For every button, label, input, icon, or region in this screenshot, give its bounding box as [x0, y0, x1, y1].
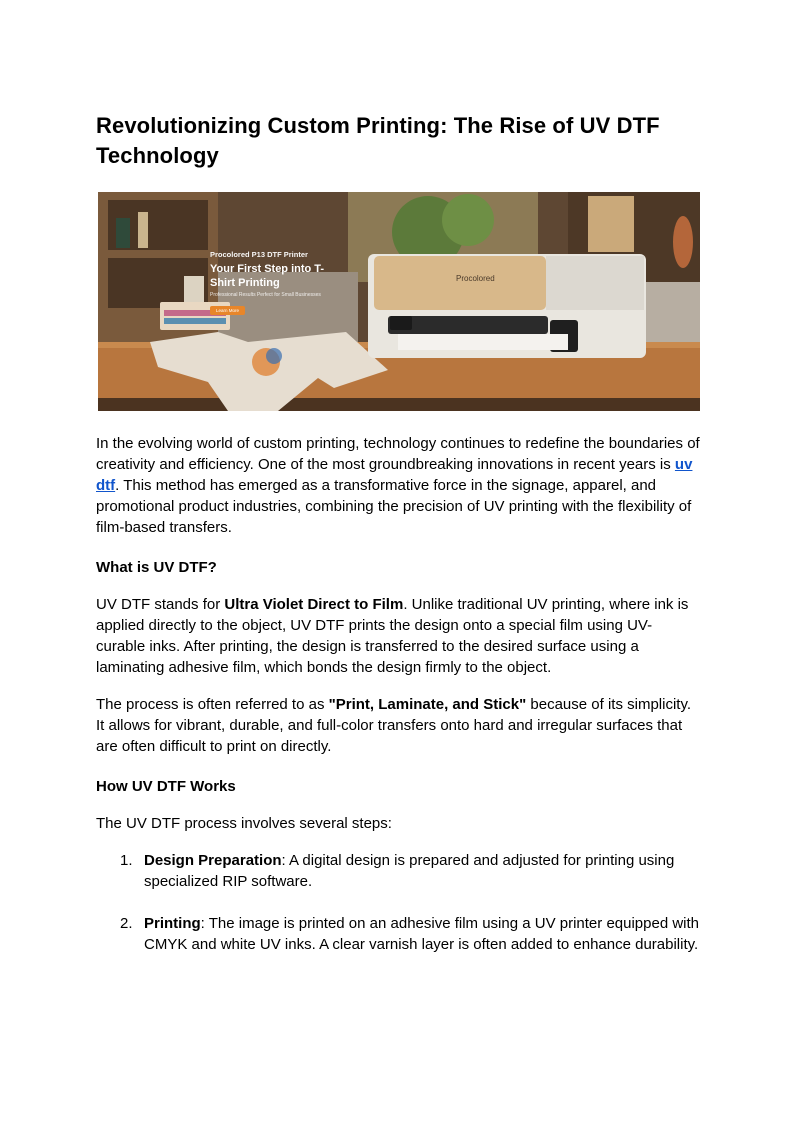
- definition-text-before: UV DTF stands for: [96, 596, 225, 613]
- definition-paragraph: [96, 594, 700, 678]
- hero-image: [98, 192, 700, 411]
- hero-overlay-text: [210, 250, 340, 317]
- process-bold: "Print, Laminate, and Stick": [328, 696, 527, 713]
- intro-text-after: . This method has emerged as a transformative force in the signage, apparel, and promotional product industries, combining the precision of UV printing with the flexibility of film-based transfers.: [96, 477, 692, 536]
- list-item: [120, 913, 700, 955]
- process-text-after: because of its simplicity. It allows for vibrant, durable, and full-color transfers onto hard and irregular surfaces that are often difficult to print on directly.: [96, 696, 692, 755]
- list-number: 1.: [120, 852, 133, 869]
- definition-bold: Ultra Violet Direct to Film: [224, 596, 404, 613]
- hero-brand: Procolored P13 DTF Printer: [210, 250, 308, 259]
- steps-list: [96, 850, 700, 955]
- hero-subtext: Professional Results Perfect for Small Businesses: [210, 292, 321, 298]
- how-heading: How UV DTF Works: [96, 778, 236, 795]
- process-paragraph: [96, 694, 700, 757]
- step-title: Design Preparation: [144, 852, 282, 869]
- intro-text-before: In the evolving world of custom printing, technology continues to redefine the boundaries of creativity and efficiency. One of the most groundbreaking innovations in recent years is: [96, 435, 700, 473]
- definition-text-after: . Unlike traditional UV printing, where ink is applied directly to the object, UV DTF prints the design onto a special film using UV-curable inks. After printing, the design is transferred to the desired surface using a laminating adhesive film, which bonds the design firmly to the object.: [96, 596, 689, 676]
- list-number: 2.: [120, 915, 133, 932]
- hero-button: Learn More: [210, 306, 245, 315]
- list-item: [120, 850, 700, 892]
- step-title: Printing: [144, 915, 201, 932]
- process-text-before: The process is often referred to as: [96, 696, 329, 713]
- what-heading: What is UV DTF?: [96, 559, 217, 576]
- intro-paragraph: [96, 433, 700, 538]
- document-page: [96, 111, 700, 955]
- step-text: : The image is printed on an adhesive film using a UV printer equipped with CMYK and white UV inks. A clear varnish layer is often added to enhance durability.: [144, 915, 700, 953]
- page-title: Revolutionizing Custom Printing: The Rise of UV DTF Technology: [96, 113, 660, 168]
- steps-intro: The UV DTF process involves several steps:: [96, 815, 392, 832]
- hero-illustration: [98, 192, 700, 411]
- hero-headline: Your First Step into T-Shirt Printing: [210, 263, 325, 289]
- step-text: : A digital design is prepared and adjusted for printing using specialized RIP software.: [144, 852, 675, 890]
- uv-dtf-link[interactable]: uv dtf: [96, 456, 693, 494]
- printer-logo: Procolored: [456, 274, 495, 283]
